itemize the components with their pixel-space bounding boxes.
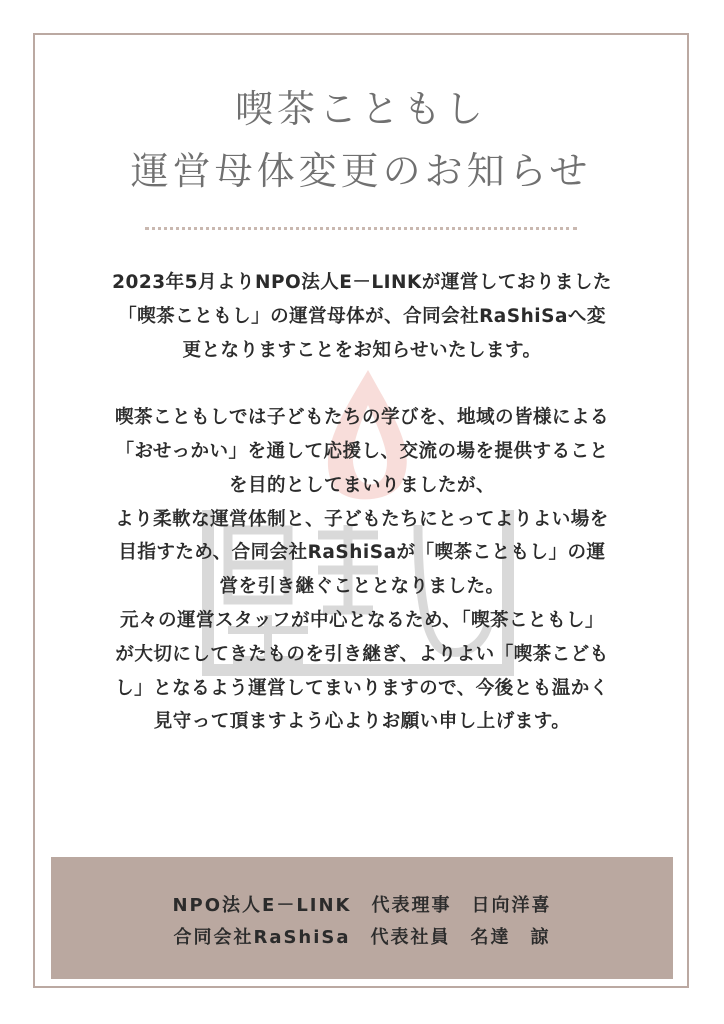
body-line: し」となるよう運営してまいりますので、今後とも温かく bbox=[115, 677, 609, 699]
body-line: 見守って頂ますよう心よりお願い申し上げます。 bbox=[153, 711, 571, 733]
body-line: を目的としてまいりましたが、 bbox=[228, 474, 495, 496]
body-line: 目指すため、合同会社RaShiSaが「喫茶こともし」の運 bbox=[118, 542, 606, 564]
body-line: 「喫茶こともし」の運営母体が、合同会社RaShiSaへ変 bbox=[118, 305, 606, 327]
title-line-2: 運営母体変更のお知らせ bbox=[130, 149, 592, 193]
dotted-divider bbox=[145, 227, 577, 230]
body-line: より柔軟な運営体制と、子どもたちにとってよりよい場を bbox=[115, 508, 609, 530]
notice-body bbox=[46, 266, 678, 739]
body-line: 喫茶こともしでは子どもたちの学びを、地域の皆様による bbox=[114, 407, 609, 429]
body-line: 「おせっかい」を通して応援し、交流の場を提供すること bbox=[115, 440, 609, 462]
title-line-1: 喫茶こともし bbox=[234, 87, 487, 131]
signature-company: 合同会社RaShiSa 代表社員 名達 諒 bbox=[173, 927, 551, 948]
body-line: 営を引き継ぐこととなりました。 bbox=[219, 576, 505, 598]
body-line: 元々の運営スタッフが中心となるため、「喫茶こともし」 bbox=[119, 609, 604, 631]
paragraph-gap bbox=[46, 367, 678, 401]
signature-box bbox=[51, 857, 673, 979]
signature-npo: NPO法人E－LINK 代表理事 日向洋喜 bbox=[172, 895, 552, 916]
body-line: 更となりますことをお知らせいたします。 bbox=[182, 339, 542, 361]
body-line: が大切にしてきたものを引き継ぎ、よりよい「喫茶こども bbox=[115, 643, 609, 665]
body-line: 2023年5月よりNPO法人E－LINKが運営しておりました bbox=[112, 272, 612, 293]
